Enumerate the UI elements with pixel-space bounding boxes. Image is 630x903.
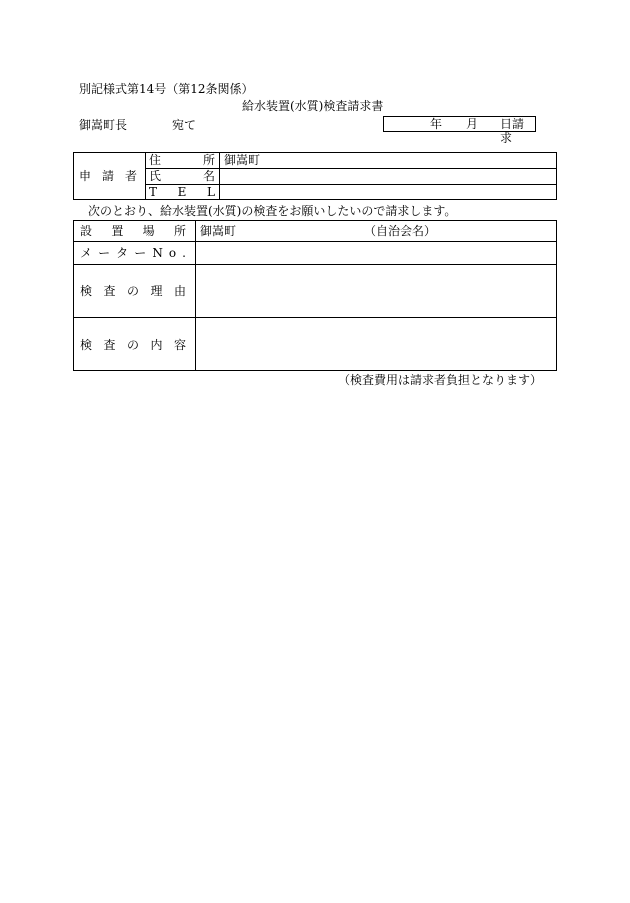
details-table <box>73 220 557 371</box>
location-field[interactable]: 御嵩町 <box>200 224 237 238</box>
date-year: 年 <box>430 117 443 131</box>
footer-note: （検査費用は請求者負担となります） <box>337 373 542 387</box>
form-number: 別記様式第14号（第12条関係） <box>79 82 254 96</box>
applicant-table <box>73 152 557 200</box>
location-label: 設 置 場 所 <box>80 224 186 238</box>
meter-number-label: メ ー タ ー N o . <box>80 246 186 260</box>
tel-field[interactable] <box>224 185 554 199</box>
date-day-request: 日請求 <box>500 117 525 145</box>
address-label: 住 所 <box>149 153 215 167</box>
applicant-group-label: 申 請 者 <box>79 169 137 183</box>
association-label: （自治会名） <box>364 224 437 238</box>
addressee: 御嵩町長 <box>79 118 128 132</box>
honorific: 宛て <box>172 118 197 132</box>
inspection-reason-label: 検 査 の 理 由 <box>80 284 186 298</box>
date-box[interactable] <box>383 116 536 145</box>
name-field[interactable] <box>224 169 554 183</box>
inspection-content-field[interactable] <box>200 322 554 366</box>
form-title: 給水装置(水質)検査請求書 <box>242 99 384 113</box>
date-month: 月 <box>466 117 479 131</box>
address-field[interactable]: 御嵩町 <box>224 153 261 167</box>
intro-text: 次のとおり、給水装置(水質)の検査をお願いしたいので請求します。 <box>88 204 457 218</box>
name-label: 氏 名 <box>149 169 215 183</box>
inspection-reason-field[interactable] <box>200 269 554 313</box>
tel-label: T E L <box>149 185 215 199</box>
meter-number-field[interactable] <box>200 246 554 260</box>
inspection-content-label: 検 査 の 内 容 <box>80 338 186 352</box>
